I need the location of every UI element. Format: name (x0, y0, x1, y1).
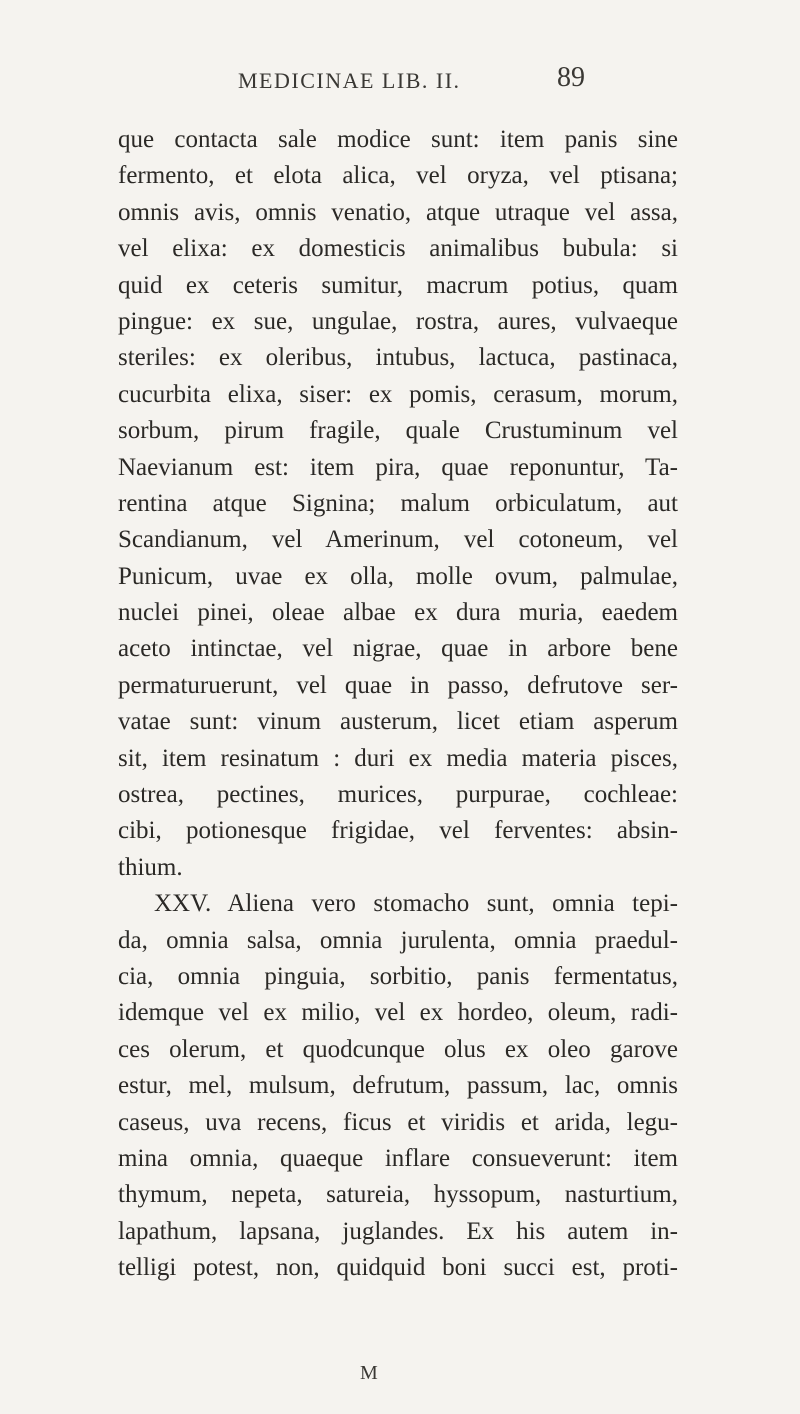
text-line: vatae sunt: vinum austerum, licet etiam asperum (118, 708, 678, 736)
text-line: vel elixa: ex domesticis animalibus bubula: si (118, 235, 678, 263)
text-line: omnis avis, omnis venatio, atque utraque vel assa, (118, 198, 678, 226)
text-line: que contacta sale modice sunt: item panis sine (118, 126, 678, 153)
text-line: steriles: ex oleribus, intubus, lactuca, pastinaca, (118, 344, 678, 372)
signature-mark: M (360, 1362, 378, 1384)
text-line: Naevianum est: item pira, quae reponuntur, Ta- (118, 453, 678, 481)
text-line: caseus, uva recens, ficus et viridis et arida, legu- (118, 1108, 678, 1136)
text-line: telligi potest, non, quidquid boni succi est, proti- (118, 1254, 678, 1282)
text-line: cibi, potionesque frigidae, vel ferventes: absin- (118, 817, 678, 845)
text-line: cia, omnia pinguia, sorbitio, panis fermentatus, (118, 962, 678, 990)
text-line: da, omnia salsa, omnia jurulenta, omnia praedul- (118, 926, 678, 954)
text-line: Punicum, uvae ex olla, molle ovum, palmulae, (118, 562, 678, 590)
text-line: pingue: ex sue, ungulae, rostra, aures, vulvaeque (118, 307, 678, 335)
text-line: sit, item resinatum : duri ex media materia pisces, (118, 744, 678, 772)
text-line: fermento, et elota alica, vel oryza, vel ptisana; (118, 162, 678, 190)
text-line: aceto intinctae, vel nigrae, quae in arbore bene (118, 635, 678, 663)
text-line: Scandianum, vel Amerinum, vel cotoneum, vel (118, 526, 678, 554)
text-line: nuclei pinei, oleae albae ex dura muria, eaedem (118, 599, 678, 627)
text-line: rentina atque Signina; malum orbiculatum, aut (118, 489, 678, 517)
text-line: idemque vel ex milio, vel ex hordeo, oleum, radi- (118, 999, 678, 1027)
running-title: MEDICINAE LIB. II. (238, 68, 461, 93)
text-line: XXV. Aliena vero stomacho sunt, omnia tepi- (154, 890, 678, 918)
text-line: estur, mel, mulsum, defrutum, passum, lac, omnis (118, 1072, 678, 1100)
text-line: mina omnia, quaeque inflare consueverunt: item (118, 1144, 678, 1172)
running-head (0, 60, 800, 100)
text-line: ces olerum, et quodcunque olus ex oleo garove (118, 1035, 678, 1063)
page-number: 89 (557, 62, 585, 93)
text-line: quid ex ceteris sumitur, macrum potius, quam (118, 271, 678, 299)
body-text (118, 122, 678, 1287)
text-line: permaturuerunt, vel quae in passo, defrutove ser- (118, 671, 678, 699)
text-line: sorbum, pirum fragile, quale Crustuminum vel (118, 417, 678, 445)
text-line: ostrea, pectines, murices, purpurae, cochleae: (118, 781, 678, 809)
text-line: thium. (118, 853, 183, 881)
text-line: cucurbita elixa, siser: ex pomis, cerasum, morum, (118, 380, 678, 408)
text-line: lapathum, lapsana, juglandes. Ex his autem in- (118, 1217, 678, 1245)
text-line: thymum, nepeta, satureia, hyssopum, nasturtium, (118, 1181, 678, 1209)
